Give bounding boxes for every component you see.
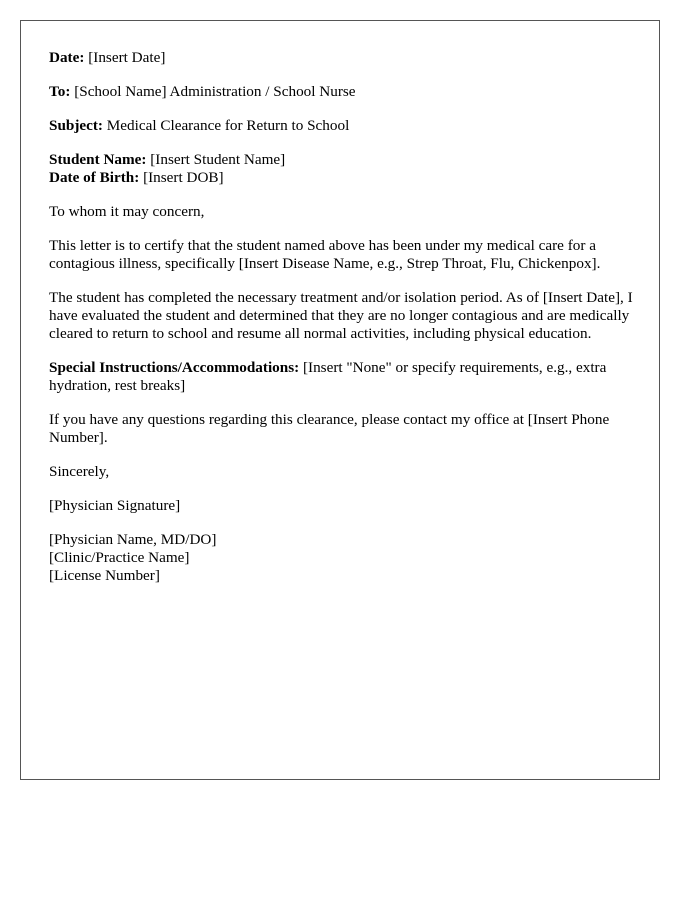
dob-value: [Insert DOB] [143, 169, 224, 186]
date-label: Date: [49, 49, 85, 66]
letter-content [49, 49, 635, 585]
to-label: To: [49, 83, 71, 100]
license-number: [License Number] [49, 567, 160, 584]
clinic-name: [Clinic/Practice Name] [49, 549, 190, 566]
date-value: [Insert Date] [88, 49, 166, 66]
salutation: To whom it may concern, [49, 203, 205, 220]
instructions-label: Special Instructions/Accommodations: [49, 359, 300, 376]
contact-paragraph: If you have any questions regarding this clearance, please contact my office at [Insert Phone Number]. [49, 411, 610, 446]
physician-details [49, 531, 635, 585]
clearance-paragraph: The student has completed the necessary treatment and/or isolation period. As of [Insert Date], I have evaluated the student and determined that they are no longer contagious and are medically cleared to return to school and resume all normal activities, including physical education. [49, 289, 633, 342]
certification-paragraph: This letter is to certify that the student named above has been under my medical care for a contagious illness, specifically [Insert Disease Name, e.g., Strep Throat, Flu, Chickenpox]. [49, 237, 601, 272]
to-value: [School Name] Administration / School Nurse [74, 83, 356, 100]
sign-off: Sincerely, [49, 463, 110, 480]
student-info [49, 151, 635, 187]
physician-name: [Physician Name, MD/DO] [49, 531, 217, 548]
date-line [49, 49, 635, 67]
instructions-value: [Insert "None" or specify requirements, e.g., extra hydration, rest breaks] [49, 359, 607, 394]
subject-line [49, 117, 635, 135]
dob-label: Date of Birth: [49, 169, 140, 186]
subject-label: Subject: [49, 117, 103, 134]
special-instructions [49, 359, 635, 395]
to-line [49, 83, 635, 101]
signature-line: [Physician Signature] [49, 497, 181, 514]
subject-value: Medical Clearance for Return to School [106, 117, 350, 134]
student-name-value: [Insert Student Name] [150, 151, 286, 168]
student-name-label: Student Name: [49, 151, 147, 168]
letter-page [20, 20, 660, 780]
